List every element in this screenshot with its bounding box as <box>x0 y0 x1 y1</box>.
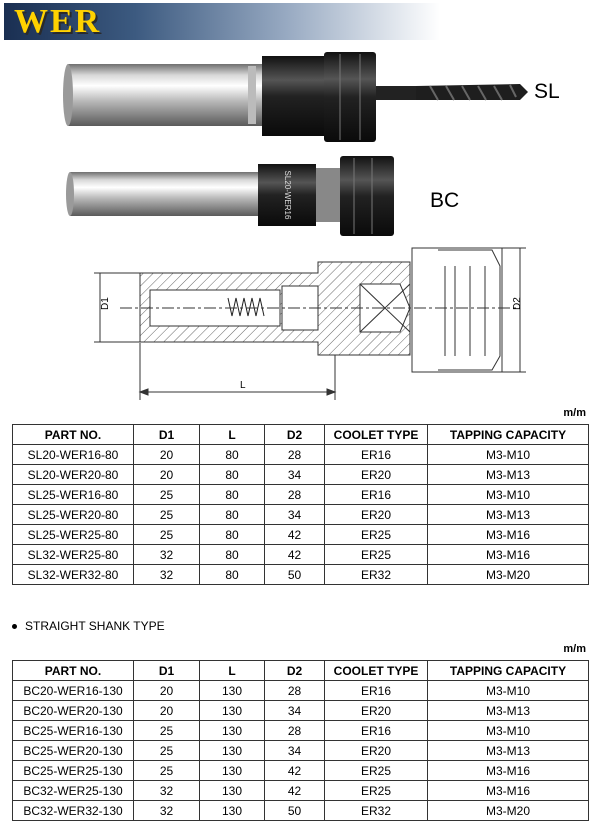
column-header: COOLET TYPE <box>325 425 428 445</box>
bc-model-label: BC <box>430 189 460 212</box>
table-cell: BC20-WER20-130 <box>13 701 134 721</box>
table-cell: 32 <box>134 565 200 585</box>
table-cell: 25 <box>134 505 200 525</box>
table-cell: BC25-WER25-130 <box>13 761 134 781</box>
table-cell: ER20 <box>325 701 428 721</box>
table-cell: SL20-WER20-80 <box>13 465 134 485</box>
table-cell: ER32 <box>325 801 428 821</box>
table-cell: 130 <box>200 721 265 741</box>
table-cell: M3-M16 <box>428 781 589 801</box>
column-header: TAPPING CAPACITY <box>428 425 589 445</box>
section-note-text: STRAIGHT SHANK TYPE <box>25 619 165 633</box>
table-cell: M3-M10 <box>428 721 589 741</box>
bc-holder-photo <box>66 156 394 236</box>
table-cell: 130 <box>200 701 265 721</box>
column-header: L <box>200 425 265 445</box>
dim-d1-label: D1 <box>100 297 111 310</box>
table-cell: ER20 <box>325 465 428 485</box>
table-cell: 80 <box>200 445 265 465</box>
table-header-row <box>13 425 589 445</box>
column-header: TAPPING CAPACITY <box>428 661 589 681</box>
section-note <box>12 619 165 633</box>
table-cell: M3-M10 <box>428 681 589 701</box>
product-illustration <box>0 40 600 405</box>
table-cell: 32 <box>134 781 200 801</box>
table-cell: 28 <box>265 681 325 701</box>
table-row <box>13 781 589 801</box>
table-cell: SL32-WER25-80 <box>13 545 134 565</box>
header-banner <box>4 3 440 40</box>
table-header-row <box>13 661 589 681</box>
table-cell: M3-M10 <box>428 445 589 465</box>
table-row <box>13 505 589 525</box>
table-cell: 130 <box>200 761 265 781</box>
table-cell: BC20-WER16-130 <box>13 681 134 701</box>
table-row <box>13 681 589 701</box>
table-cell: ER25 <box>325 781 428 801</box>
table-cell: M3-M20 <box>428 801 589 821</box>
table-row <box>13 445 589 465</box>
column-header: D2 <box>265 661 325 681</box>
table-cell: SL32-WER32-80 <box>13 565 134 585</box>
table-cell: 42 <box>265 781 325 801</box>
column-header: L <box>200 661 265 681</box>
table-cell: BC25-WER20-130 <box>13 741 134 761</box>
column-header: D2 <box>265 425 325 445</box>
table-cell: 130 <box>200 781 265 801</box>
table-cell: M3-M13 <box>428 465 589 485</box>
table-cell: 80 <box>200 465 265 485</box>
table-row <box>13 545 589 565</box>
column-header: D1 <box>134 661 200 681</box>
table-row <box>13 701 589 721</box>
table-cell: 25 <box>134 485 200 505</box>
table-cell: ER32 <box>325 565 428 585</box>
table-cell: M3-M13 <box>428 701 589 721</box>
table-cell: M3-M13 <box>428 741 589 761</box>
column-header: PART NO. <box>13 425 134 445</box>
table-cell: 20 <box>134 701 200 721</box>
table-row <box>13 525 589 545</box>
table-cell: ER25 <box>325 761 428 781</box>
table-cell: M3-M16 <box>428 545 589 565</box>
table-cell: M3-M20 <box>428 565 589 585</box>
column-header: PART NO. <box>13 661 134 681</box>
table-cell: SL25-WER20-80 <box>13 505 134 525</box>
table-cell: 42 <box>265 761 325 781</box>
table-cell: 80 <box>200 565 265 585</box>
table-row <box>13 485 589 505</box>
table-cell: M3-M13 <box>428 505 589 525</box>
table-row <box>13 741 589 761</box>
sl-model-label: SL <box>534 80 560 103</box>
table-cell: 25 <box>134 721 200 741</box>
table-cell: 130 <box>200 681 265 701</box>
bullet-icon <box>12 624 17 629</box>
table-cell: 20 <box>134 445 200 465</box>
engraving-text: SL20-WER16 <box>283 170 292 220</box>
table-row <box>13 465 589 485</box>
table-cell: 80 <box>200 505 265 525</box>
table-cell: 42 <box>265 545 325 565</box>
table-cell: 130 <box>200 801 265 821</box>
table-cell: M3-M16 <box>428 761 589 781</box>
table-row <box>13 761 589 781</box>
column-header: COOLET TYPE <box>325 661 428 681</box>
table-cell: 28 <box>265 445 325 465</box>
table-cell: ER20 <box>325 505 428 525</box>
table-row <box>13 565 589 585</box>
table-cell: 32 <box>134 801 200 821</box>
table-cell: ER25 <box>325 545 428 565</box>
technical-drawing <box>94 248 526 400</box>
table2-unit: m/m <box>563 643 586 655</box>
table-cell: 34 <box>265 465 325 485</box>
table-cell: 28 <box>265 721 325 741</box>
table-cell: M3-M10 <box>428 485 589 505</box>
table-cell: BC25-WER16-130 <box>13 721 134 741</box>
table-cell: 80 <box>200 545 265 565</box>
table-cell: 80 <box>200 525 265 545</box>
table-cell: ER16 <box>325 485 428 505</box>
table-row <box>13 721 589 741</box>
table-cell: 50 <box>265 565 325 585</box>
table-cell: ER20 <box>325 741 428 761</box>
table1-unit: m/m <box>563 407 586 419</box>
table-cell: 25 <box>134 761 200 781</box>
page-title: WER <box>14 3 102 40</box>
table-cell: 32 <box>134 545 200 565</box>
table-cell: SL25-WER16-80 <box>13 485 134 505</box>
table-cell: 42 <box>265 525 325 545</box>
table-cell: 50 <box>265 801 325 821</box>
product-figure <box>0 40 600 405</box>
table-cell: 20 <box>134 681 200 701</box>
table-cell: ER25 <box>325 525 428 545</box>
table-cell: SL20-WER16-80 <box>13 445 134 465</box>
table-cell: ER16 <box>325 681 428 701</box>
table-cell: 34 <box>265 741 325 761</box>
table-cell: BC32-WER25-130 <box>13 781 134 801</box>
table-cell: 34 <box>265 701 325 721</box>
table-cell: BC32-WER32-130 <box>13 801 134 821</box>
table-cell: 28 <box>265 485 325 505</box>
table-cell: M3-M16 <box>428 525 589 545</box>
dim-l-label: L <box>240 380 246 391</box>
table-cell: 130 <box>200 741 265 761</box>
dim-d2-label: D2 <box>512 297 523 310</box>
table-cell: 80 <box>200 485 265 505</box>
table-cell: 34 <box>265 505 325 525</box>
bc-spec-table <box>12 660 589 821</box>
table-cell: SL25-WER25-80 <box>13 525 134 545</box>
table-cell: 25 <box>134 741 200 761</box>
table-cell: ER16 <box>325 721 428 741</box>
table-cell: 20 <box>134 465 200 485</box>
table-row <box>13 801 589 821</box>
table-cell: ER16 <box>325 445 428 465</box>
sl-spec-table <box>12 424 589 585</box>
table-cell: 25 <box>134 525 200 545</box>
sl-holder-photo <box>63 52 528 142</box>
column-header: D1 <box>134 425 200 445</box>
